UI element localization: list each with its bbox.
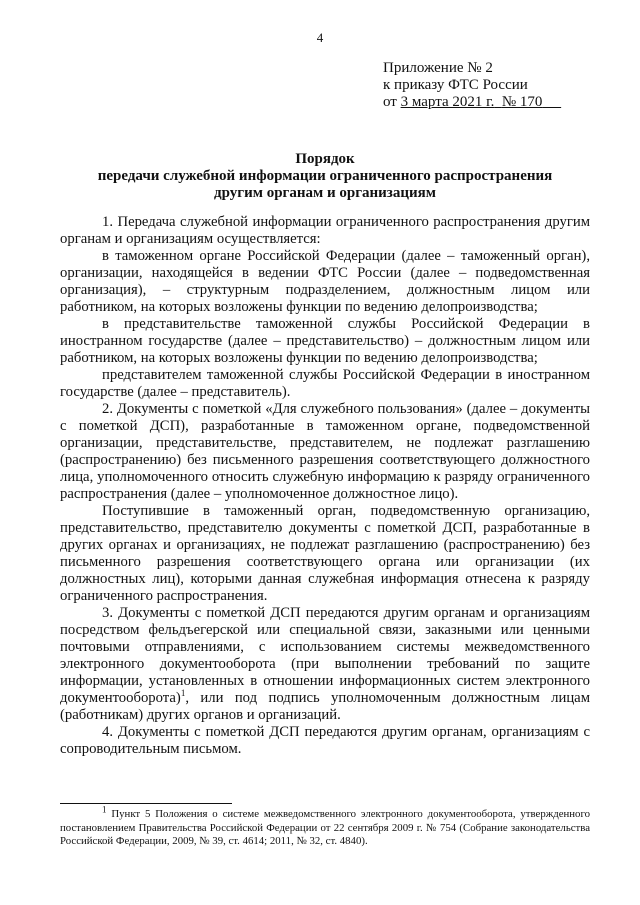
annex-line-1: Приложение № 2: [383, 60, 493, 76]
annex-block: [383, 60, 561, 111]
annex-line-3: [383, 94, 561, 111]
paragraph-7-text-end: , или под подпись уполномоченным должностным лицам (работникам) других органов и организаций.: [60, 690, 590, 723]
annex-line-2: к приказу ФТС России: [383, 77, 528, 93]
title-line-2: другим органам и организациям: [214, 185, 436, 201]
paragraph-1: 1. Передача служебной информации ограниченного распространения другим органам и организациям осуществляется:: [60, 214, 590, 247]
paragraph-6: Поступившие в таможенный орган, подведомственную организацию, представительство, представителю документы с пометкой ДСП, разработанные в других органах и организациях, не подлежат разглашению (распространению) без письменного разрешения соответствующего органа или организации (их должностных лиц), которыми данная служебная информация отнесена к разряду ограниченного распространения.: [60, 503, 590, 604]
footnote: [60, 804, 590, 849]
footnote-text: Пункт 5 Положения о системе межведомственного электронного документооборота, утвержденного постановлением Правительства Российской Федерации от 22 сентября 2009 г. № 754 (Собрание законодательства Российской Федерации, 2009, № 39, ст. 4614; 2011, № 32, ст. 4840).: [60, 808, 590, 847]
paragraph-5: 2. Документы с пометкой «Для служебного пользования» (далее – документы с пометкой ДСП), разработанные в таможенном органе, подведомственной организации, представительстве, представителем, не подлежат разглашению (распространению) без письменного разрешения соответствующего должностного лица, уполномоченного относить служебную информацию к разряду ограниченного распространения (далее – уполномоченное должностное лицо).: [60, 401, 590, 502]
title-heading: Порядок: [295, 151, 355, 167]
title-line-1: передачи служебной информации ограниченного распространения: [97, 168, 553, 184]
paragraph-7: [60, 605, 590, 724]
annex-date: 3 марта 2021 г.: [400, 94, 495, 110]
paragraph-4: представителем таможенной службы Российской Федерации в иностранном государстве (далее – представитель).: [60, 367, 590, 400]
paragraph-3: в представительстве таможенной службы Российской Федерации в иностранном государстве (далее – представительство) – должностным лицом или работником, на которых возложены функции по ведению делопроизводства;: [60, 316, 590, 366]
footnote-marker: 1: [102, 804, 107, 815]
footnote-separator: [60, 803, 232, 804]
annex-date-prefix: от: [383, 94, 401, 110]
annex-order-number: № 170: [501, 94, 543, 110]
footnote-reference[interactable]: 1: [180, 688, 186, 699]
document-body: [60, 214, 590, 758]
page-number: 4: [316, 30, 324, 45]
document-title: [60, 151, 590, 202]
paragraph-8: 4. Документы с пометкой ДСП передаются другим органам, организациям с сопроводительным письмом.: [60, 724, 590, 757]
paragraph-2: в таможенном органе Российской Федерации (далее – таможенный орган), организации, находящейся в ведении ФТС России (далее – подведомственная организация), – структурным подразделением, должностным лицом или работником, на которых возложены функции по ведению делопроизводства;: [60, 248, 590, 315]
paragraph-7-text: 3. Документы с пометкой ДСП передаются другим органам и организациям посредством фельдъегерской или специальной связи, заказными или ценными почтовыми отправлениями, с использованием системы межведомственного электронного документооборота (при выполнении требований по защите информации, установленных в отношении информационных систем электронного документооборота): [60, 605, 590, 706]
